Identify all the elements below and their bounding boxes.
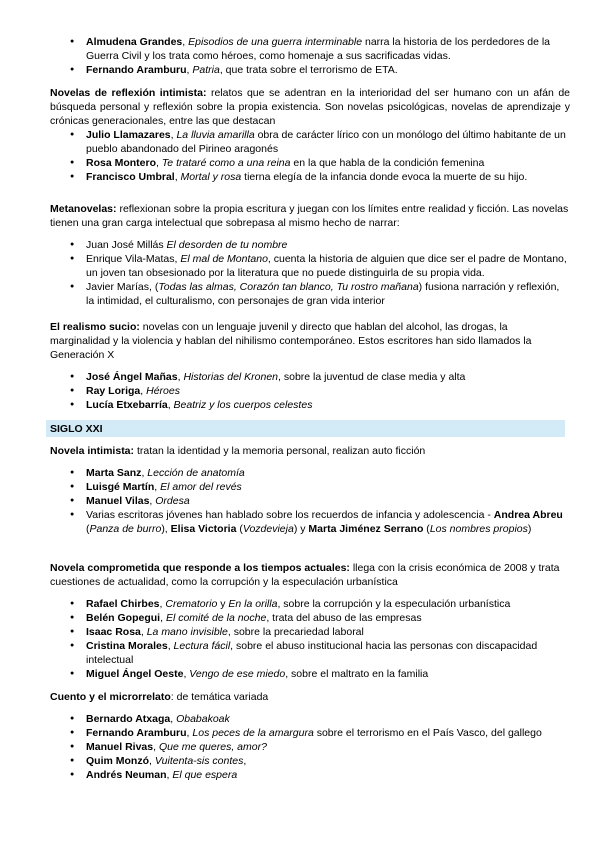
list-item: ● Lucía Etxebarría, Beatriz y los cuerpos celestes [50,398,570,412]
list-item: ● Varias escritoras jóvenes han hablado sobre los recuerdos de infancia y adolescencia - Andrea Abreu (Panza de burro), Elisa Victoria (Vozdevieja) y Marta Jiménez Serrano (Los nombres propios) [50,508,570,536]
list-item: ● Bernardo Atxaga, Obabakoak [50,712,570,726]
list-item: ● Isaac Rosa, La mano invisible, sobre la precariedad laboral [50,625,570,639]
band-label: SIGLO XXI [50,423,103,435]
list-item: ● Fernando Aramburu, Los peces de la amargura sobre el terrorismo en el País Vasco, del gallego [50,726,570,740]
section-novela-comprometida [50,561,570,681]
section-intro: Novela intimista: tratan la identidad y la memoria personal, realizan auto ficción [50,445,426,457]
section-heading: El realismo sucio: [50,321,140,333]
list-item: ● Francisco Umbral, Mortal y rosa tierna elegía de la infancia donde evoca la muerte de su hijo. [50,170,570,184]
author-list [50,466,570,536]
list-item: ● Ray Loriga, Héroes [50,384,570,398]
list-item: ● Miguel Ángel Oeste, Vengo de ese miedo, sobre el maltrato en la familia [50,667,570,681]
section-heading: Metanovelas: [50,203,117,215]
list-item: ● José Ángel Mañas, Historias del Kronen, sobre la juventud de clase media y alta [50,370,570,384]
list-item: ● Marta Sanz, Lección de anatomía [50,466,570,480]
section-novela-historica [50,35,570,77]
section-reflexion-intimista [50,86,570,184]
list-item: ● Fernando Aramburu, Patria, que trata sobre el terrorismo de ETA. [50,63,570,77]
section-metanovelas [50,202,570,308]
list-item: ● Enrique Vila-Matas, El mal de Montano, cuenta la historia de alguien que dice ser el padre de Montano, un joven tan obsesionado por la literatura que no puede distinguirla de su propia vida. [50,252,570,280]
section-novela-intimista [50,444,570,536]
author-list [50,712,570,782]
list-item: ● Julio Llamazares, La lluvia amarilla obra de carácter lírico con un monólogo del último habitante de un pueblo abandonado del Pirineo aragonés [50,128,570,156]
section-intro: Novelas de reflexión intimista: relatos que se adentran en la interioridad del ser humano con un afán de búsqueda personal y reflexión sobre la propia existencia. Son novelas psicológicas, novelas de aprendizaje y crónicas generacionales, entre las que destacan [50,87,571,127]
list-item: ● Javier Marías, (Todas las almas, Corazón tan blanco, Tu rostro mañana) fusiona narración y reflexión, la intimidad, el culturalismo, con personajes de gran vida interior [50,280,570,308]
section-heading: Novelas de reflexión intimista: [50,87,207,99]
author-list [50,128,570,184]
section-heading: Cuento y el microrrelato [50,691,171,703]
list-item: ● Juan José Millás El desorden de tu nombre [50,238,570,252]
section-heading: Novela intimista: [50,445,135,457]
list-item: ● Luisgé Martín, El amor del revés [50,480,570,494]
list-item: ● Cristina Morales, Lectura fácil, sobre el abuso institucional hacia las personas con discapacidad intelectual [50,639,570,667]
section-band-siglo-xxi [46,420,565,437]
section-realismo-sucio [50,320,570,412]
author-list [50,238,570,308]
list-item: ● Rafael Chirbes, Crematorio y En la orilla, sobre la corrupción y la especulación urbanística [50,597,570,611]
list-item: ● Rosa Montero, Te trataré como a una reina en la que habla de la condición femenina [50,156,570,170]
section-intro: Metanovelas: reflexionan sobre la propia escritura y juegan con los límites entre realidad y ficción. Las novelas tienen una gran carga intelectual que sobrepasa al mismo hecho de narrar: [50,203,569,229]
list-item: ● Manuel Rivas, Que me queres, amor? [50,740,570,754]
section-cuento-microrrelato [50,690,570,782]
list-item: ● Quim Monzó, Vuitenta-sis contes, [50,754,570,768]
author-list [50,370,570,412]
list-item: ● Almudena Grandes, Episodios de una guerra interminable narra la historia de los perdedores de la Guerra Civil y los trata como héroes, como homenaje a sus sacrificadas vidas. [50,35,570,63]
list-item: ● Belén Gopegui, El comité de la noche, trata del abuso de las empresas [50,611,570,625]
list-item: ● Andrés Neuman, El que espera [50,768,570,782]
list-item: ● Manuel Vilas, Ordesa [50,494,570,508]
section-intro: Novela comprometida que responde a los tiempos actuales: llega con la crisis económica de 2008 y trata cuestiones de actualidad, como la corrupción y la especulación urbanística [50,562,560,588]
section-heading: Novela comprometida que responde a los tiempos actuales: [50,562,350,574]
section-intro: Cuento y el microrrelato: de temática variada [50,691,269,703]
section-intro: El realismo sucio: novelas con un lenguaje juvenil y directo que hablan del alcohol, las drogas, la marginalidad y la violencia y hablan del nihilismo contemporáneo. Estos escritores han sido llamados la Generación X [50,321,532,361]
author-list [50,35,570,77]
author-list [50,597,570,681]
